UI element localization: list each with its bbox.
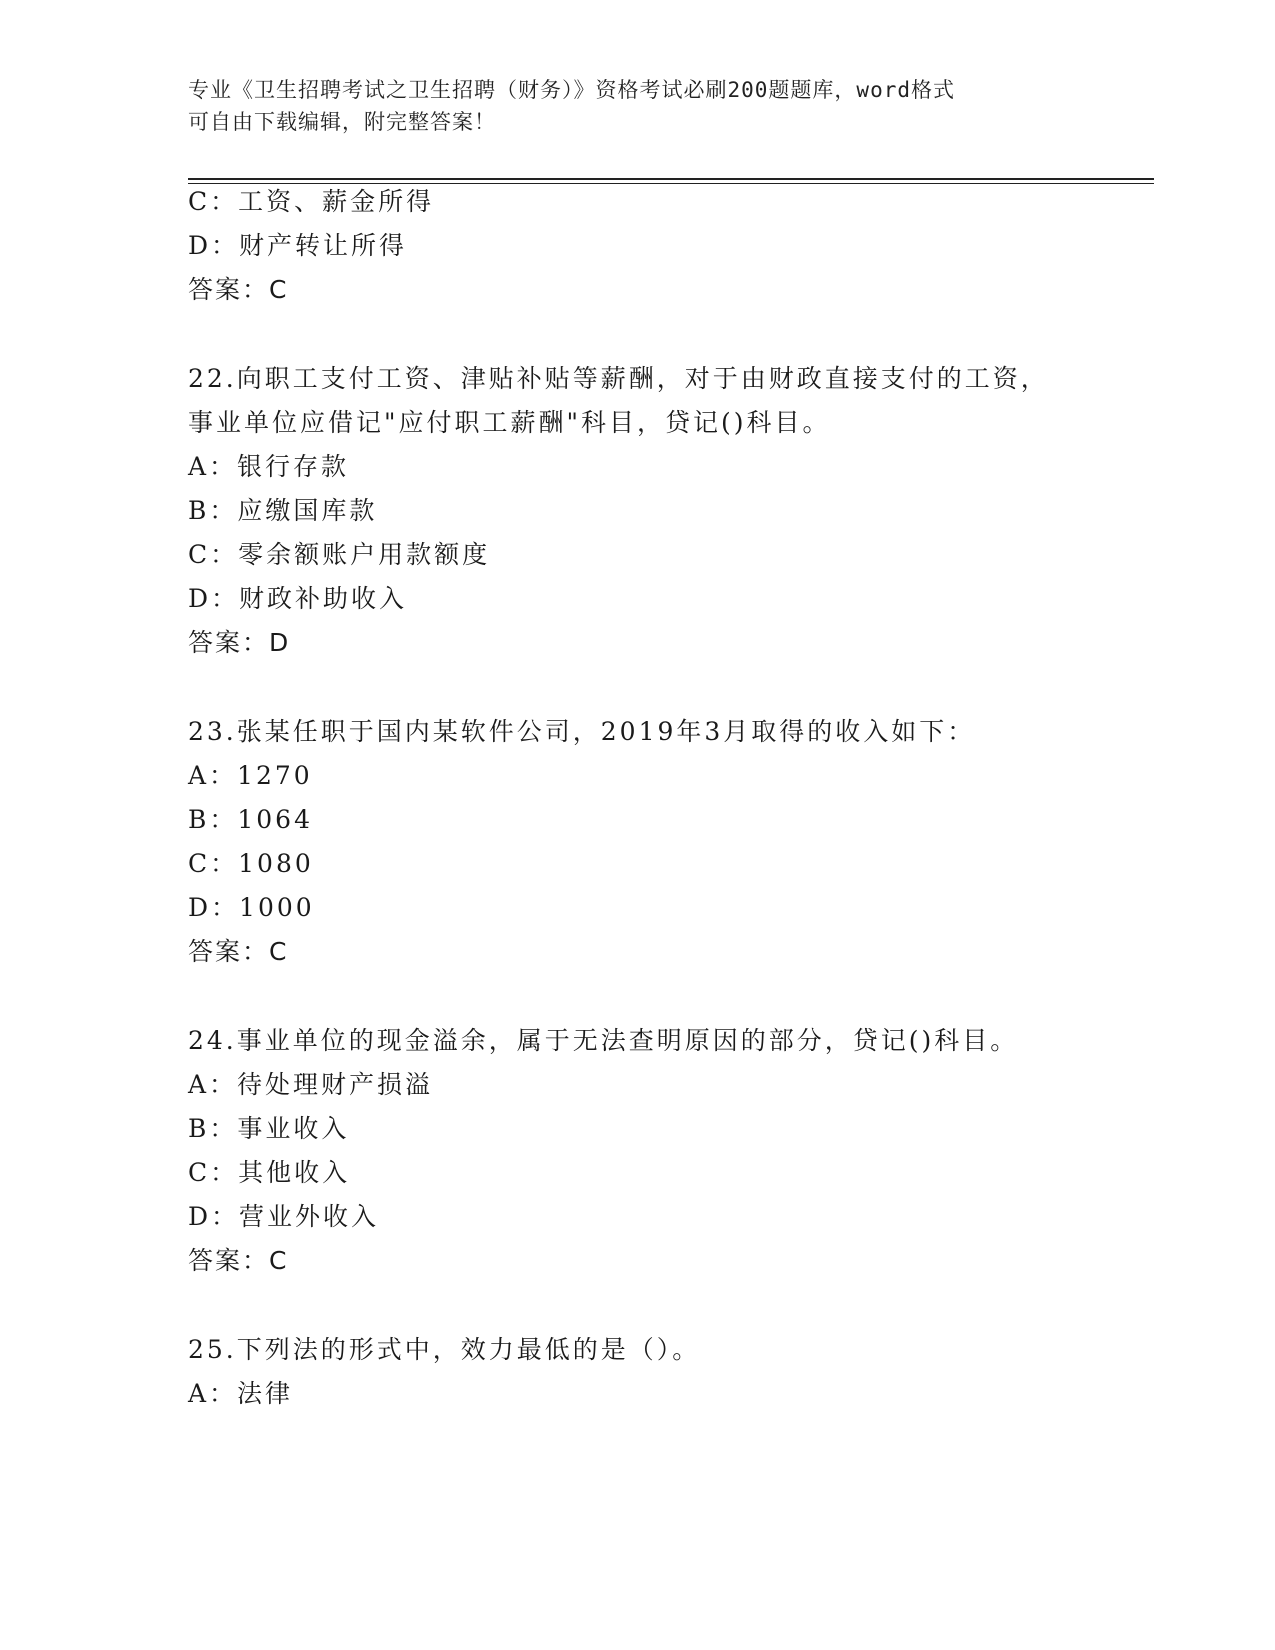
q23-option-a: A：1270 xyxy=(188,761,313,790)
q21-option-c: C：工资、薪金所得 xyxy=(188,187,435,216)
q22-text-line-1: 22.向职工支付工资、津贴补贴等薪酬，对于由财政直接支付的工资， xyxy=(188,364,1049,393)
document-header xyxy=(188,74,1068,138)
q22-option-b: B：应缴国库款 xyxy=(188,496,378,525)
q25-option-a: A：法律 xyxy=(188,1379,294,1408)
q22-option-a: A：银行存款 xyxy=(188,452,350,481)
q24-option-c: C：其他收入 xyxy=(188,1158,351,1187)
q22-answer: 答案：D xyxy=(188,628,291,657)
q23-text-line-1: 23.张某任职于国内某软件公司，2019年3月取得的收入如下： xyxy=(188,717,976,746)
header-divider-thin xyxy=(188,183,1154,184)
q22-text-line-2: 事业单位应借记"应付职工薪酬"科目，贷记()科目。 xyxy=(188,408,831,437)
q23-answer: 答案：C xyxy=(188,937,289,966)
q25-text-line-1: 25.下列法的形式中，效力最低的是（）。 xyxy=(188,1335,701,1364)
q24-text-line-1: 24.事业单位的现金溢余，属于无法查明原因的部分，贷记()科目。 xyxy=(188,1026,1019,1055)
q22-option-c: C：零余额账户用款额度 xyxy=(188,540,491,569)
q23-option-b: B：1064 xyxy=(188,805,313,834)
q24-option-a: A：待处理财产损溢 xyxy=(188,1070,434,1099)
q24-answer: 答案：C xyxy=(188,1246,289,1275)
q22-option-d: D：财政补助收入 xyxy=(188,584,408,613)
q21-option-d: D：财产转让所得 xyxy=(188,231,408,260)
q23-option-c: C：1080 xyxy=(188,849,314,878)
q23-option-d: D：1000 xyxy=(188,893,315,922)
header-divider-thick xyxy=(188,178,1154,180)
q24-option-b: B：事业收入 xyxy=(188,1114,350,1143)
header-line-2: 可自由下载编辑，附完整答案！ xyxy=(188,110,496,134)
q21-answer: 答案：C xyxy=(188,275,289,304)
header-line-1: 专业《卫生招聘考试之卫生招聘（财务）》资格考试必刷200题题库，word格式 xyxy=(188,78,955,102)
q24-option-d: D：营业外收入 xyxy=(188,1202,380,1231)
